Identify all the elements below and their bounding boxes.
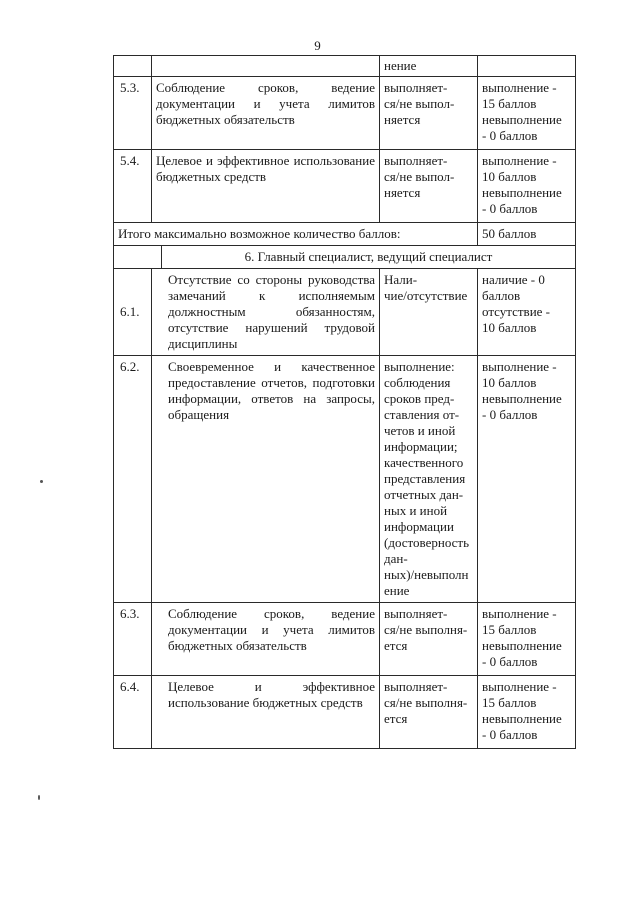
table-row-6-1 xyxy=(114,269,576,356)
row-number: 6.3. xyxy=(114,603,152,676)
table-row-6-2 xyxy=(114,356,576,603)
criterion-text: Соблюдение сроков, ведение документации и учета лимитов бюджетных обязательств xyxy=(152,603,380,676)
total-label: Итого максимально возможное количество баллов: xyxy=(114,223,478,246)
measure-text: выполняет- ся/не выполня- ется xyxy=(380,603,478,676)
criterion-text: Целевое и эффективное использование бюджетных средств xyxy=(152,150,380,223)
table-row-5-3 xyxy=(114,77,576,150)
page-number: 9 xyxy=(314,38,321,53)
table-row-continuation xyxy=(114,56,576,77)
measure-text: выполняет- ся/не выпол- няется xyxy=(380,77,478,150)
scan-speck xyxy=(40,480,43,483)
criterion-text: Целевое и эффективное использование бюджетных средств xyxy=(152,676,380,749)
scan-speck xyxy=(38,795,40,800)
score-text: наличие - 0 баллов отсутствие - 10 баллов xyxy=(478,269,576,356)
measure-text: Нали- чие/отсутствие xyxy=(380,269,478,356)
criterion-text: Своевременное и качественное предоставление отчетов, подготовки информации, ответов на запросы, обращения xyxy=(152,356,380,603)
row-number: 6.2. xyxy=(114,356,152,603)
score-text: выполнение - 10 баллов невыполнение - 0 баллов xyxy=(478,356,576,603)
table-row-6-4 xyxy=(114,676,576,749)
criterion-text: Отсутствие со стороны руководства замечаний к исполняемым должностным обязанностям, отсутствие нарушений трудовой дисциплины xyxy=(152,269,380,356)
score-text: выполнение - 10 баллов невыполнение - 0 баллов xyxy=(478,150,576,223)
section-heading: 6. Главный специалист, ведущий специалист xyxy=(162,246,576,269)
section-heading-row xyxy=(114,246,576,269)
row-number: 5.4. xyxy=(114,150,152,223)
score-cell xyxy=(478,56,576,77)
row-number: 6.1. xyxy=(114,269,152,356)
num-cell xyxy=(114,56,152,77)
measure-text: выполняет- ся/не выпол- няется xyxy=(380,150,478,223)
total-row xyxy=(114,223,576,246)
heading-spacer xyxy=(114,246,162,269)
score-text: выполнение - 15 баллов невыполнение - 0 баллов xyxy=(478,603,576,676)
table-row-5-4 xyxy=(114,150,576,223)
row-number: 6.4. xyxy=(114,676,152,749)
criteria-table xyxy=(113,55,576,749)
score-text: выполнение - 15 баллов невыполнение - 0 баллов xyxy=(478,77,576,150)
measure-text: выполнение: соблюдения сроков пред- ставления от- четов и иной информации; качественного представления отчетных дан- ных и иной информации (достоверность дан- ных)/невыполн ение xyxy=(380,356,478,603)
total-value: 50 баллов xyxy=(478,223,576,246)
measure-cell: нение xyxy=(380,56,478,77)
measure-text: выполняет- ся/не выполня- ется xyxy=(380,676,478,749)
score-text: выполнение - 15 баллов невыполнение - 0 баллов xyxy=(478,676,576,749)
row-number: 5.3. xyxy=(114,77,152,150)
table-row-6-3 xyxy=(114,603,576,676)
criterion-text: Соблюдение сроков, ведение документации и учета лимитов бюджетных обязательств xyxy=(152,77,380,150)
criterion-cell xyxy=(152,56,380,77)
